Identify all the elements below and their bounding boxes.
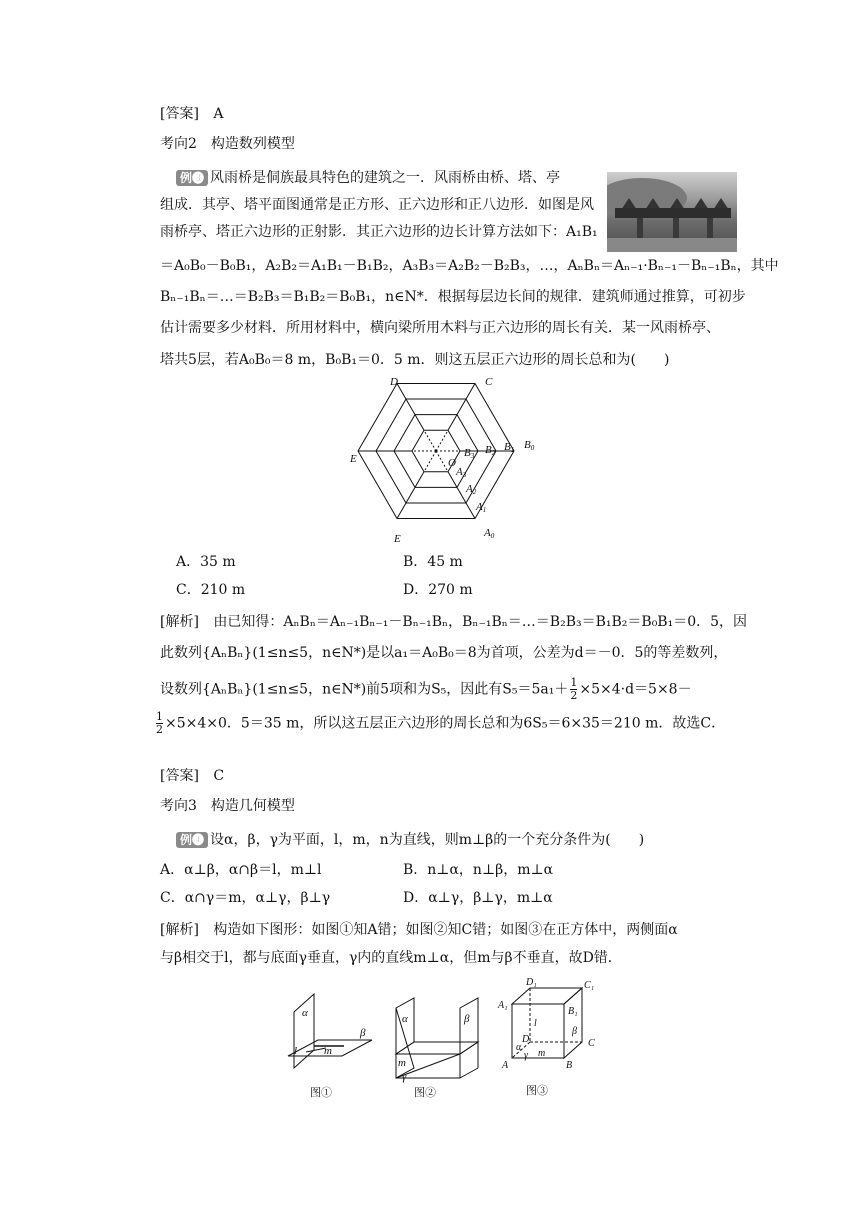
analysis2-line-2: 与β相交于l，都与底面γ垂直，γ内的直线m⊥α，但m与β不垂直，故D错． bbox=[160, 950, 622, 966]
label-A2: A2 bbox=[466, 483, 477, 496]
analysis1-line-1 bbox=[160, 612, 747, 632]
fraction-half-1: $\frac{1}{2}$ bbox=[570, 676, 578, 702]
analysis1-line-2: 此数列{AₙBₙ}(1≤n≤5，n∈N*)是以a₁＝A₀B₀＝8为首项，公差为d＝－0．5的等差数列， bbox=[160, 645, 728, 661]
analysis-label: [解析] bbox=[160, 614, 199, 630]
answer-value: A bbox=[213, 106, 224, 122]
analysis1-line-4: $\frac{1}{2}$ ×5×4×0．5＝35 m，所以这五层正六边形的周长总和为6S₅＝6×35＝210 m．故选C． bbox=[156, 710, 726, 736]
answer-label: [答案] bbox=[160, 106, 199, 122]
label-E-bottom: E bbox=[394, 533, 401, 545]
f3-l: l bbox=[534, 1018, 537, 1029]
f1-caption: 图① bbox=[310, 1087, 332, 1099]
label-B0: B0 bbox=[524, 439, 535, 452]
answer-value-2: C bbox=[213, 768, 225, 784]
hexagon-figure bbox=[340, 370, 550, 545]
ex3-option-a[interactable]: A．35 m bbox=[176, 554, 236, 570]
f2-m: m bbox=[398, 1057, 406, 1069]
f2-gamma: γ bbox=[402, 1071, 407, 1083]
f2-alpha: α bbox=[402, 1013, 408, 1025]
ex4-option-d[interactable]: D．α⊥γ，β⊥γ，m⊥α bbox=[403, 890, 553, 906]
f3-C: C bbox=[588, 1038, 595, 1049]
f3-alpha: α bbox=[516, 1042, 522, 1053]
example3-line-7: 塔共5层，若A₀B₀＝8 m，B₀B₁＝0．5 m．则这五层正六边形的周长总和为( ) bbox=[160, 352, 670, 368]
analysis2-text-1: 构造如下图形：如图①知A错；如图②知C错；如图③在正方体中，两侧面α bbox=[213, 922, 678, 938]
label-B3: B3 bbox=[464, 447, 475, 460]
f3-B: B bbox=[566, 1060, 573, 1071]
answer-line-2 bbox=[160, 766, 224, 786]
hexagon-inner-dash-4 bbox=[424, 430, 436, 451]
f3-D1: D₁ bbox=[526, 977, 537, 988]
ex4-option-c[interactable]: C．α∩γ＝m，α⊥γ，β⊥γ bbox=[160, 890, 331, 906]
figure-2 bbox=[392, 994, 488, 1100]
f3-caption: 图③ bbox=[526, 1085, 548, 1097]
f3-B1: B₁ bbox=[568, 1006, 578, 1017]
answer-line-1 bbox=[160, 104, 224, 124]
label-A0: A0 bbox=[484, 527, 495, 540]
f1-beta: β bbox=[360, 1027, 366, 1039]
example4-stem: 设α，β，γ为平面，l，m，n为直线，则m⊥β的一个充分条件为( ) bbox=[210, 832, 645, 848]
answer-label-2: [答案] bbox=[160, 768, 199, 784]
label-B2: B2 bbox=[485, 444, 496, 457]
example3-line-6: 估计需要多少材料．所用材料中，横向梁所用木料与正六边形的周长有关．某一风雨桥亭、 bbox=[160, 320, 720, 336]
label-B1: B1 bbox=[504, 441, 515, 454]
label-D: D bbox=[390, 376, 398, 388]
ex4-option-b[interactable]: B．n⊥α，n⊥β，m⊥α bbox=[403, 862, 554, 878]
figure-3 bbox=[496, 976, 608, 1100]
analysis-label-2: [解析] bbox=[160, 922, 199, 938]
example4-tag: 例❹ bbox=[176, 832, 208, 848]
f3-A: A bbox=[502, 1060, 509, 1071]
example3-line-1 bbox=[176, 168, 560, 188]
section-title-3: 考向3 构造几何模型 bbox=[160, 798, 295, 814]
ex4-option-a[interactable]: A．α⊥β，α∩β＝l，m⊥l bbox=[160, 862, 322, 878]
hexagon-inner-dash-1 bbox=[436, 451, 448, 472]
f2-caption: 图② bbox=[414, 1087, 436, 1099]
example3-tag: 例❸ bbox=[176, 170, 208, 186]
f2-beta: β bbox=[464, 1013, 470, 1025]
hexagon-inner-dash-5 bbox=[436, 430, 448, 451]
ex3-option-d[interactable]: D．270 m bbox=[403, 582, 473, 598]
example3-line-2: 组成．其亭、塔平面图通常是正方形、正六边形和正八边形．如图是风 bbox=[160, 197, 594, 213]
section-title-2: 考向2 构造数列模型 bbox=[160, 136, 295, 152]
analysis1-text-1: 由已知得：AₙBₙ＝Aₙ₋₁Bₙ₋₁－Bₙ₋₁Bₙ，Bₙ₋₁Bₙ＝…＝B₂B₃＝B₁B₂＝B₀B₁＝0．5，因 bbox=[213, 614, 748, 630]
f1-l: l bbox=[294, 1045, 298, 1057]
analysis2-line-1 bbox=[160, 920, 678, 940]
hexagon-inner-dash-2 bbox=[424, 451, 436, 472]
label-O: O bbox=[448, 457, 456, 469]
f3-D: D bbox=[522, 1034, 530, 1045]
example3-text-1: 风雨桥是侗族最具特色的建筑之一．风雨桥由桥、塔、亭 bbox=[210, 170, 561, 186]
label-C: C bbox=[485, 376, 493, 388]
f1-alpha: α bbox=[302, 1007, 308, 1019]
label-E-left: E bbox=[350, 453, 357, 465]
label-A3: A3 bbox=[456, 466, 467, 479]
example3-line-5: Bₙ₋₁Bₙ＝…＝B₂B₃＝B₁B₂＝B₀B₁，n∈N*．根据每层边长间的规律．建筑师通过推算，可初步 bbox=[160, 289, 746, 305]
figure-1 bbox=[284, 990, 380, 1100]
fraction-half-2: $\frac{1}{2}$ bbox=[156, 710, 163, 736]
f3-A1: A₁ bbox=[498, 1000, 508, 1011]
f3-beta: β bbox=[572, 1026, 577, 1037]
example3-line-3: 雨桥亭、塔正六边形的正射影．其正六边形的边长计算方法如下：A₁B₁ bbox=[160, 224, 598, 240]
analysis1-line-3: 设数列{AₙBₙ}(1≤n≤5，n∈N*)前5项和为S₅，因此有S₅＝5a₁＋ $\frac{1}{2}$ ×5×4·d＝5×8－ bbox=[160, 676, 692, 702]
f1-m: m bbox=[324, 1045, 332, 1057]
example3-line-4: ＝A₀B₀－B₀B₁，A₂B₂＝A₁B₁－B₁B₂，A₃B₃＝A₂B₂－B₂B₃，…，AₙBₙ＝Aₙ₋₁·Bₙ₋₁－Bₙ₋₁Bₙ，其中 bbox=[160, 258, 779, 274]
f3-gamma: γ bbox=[524, 1050, 528, 1061]
wind-rain-bridge-photo bbox=[607, 172, 737, 252]
label-A1: A1 bbox=[476, 501, 487, 514]
f3-m: m bbox=[538, 1048, 546, 1059]
example4-line-1 bbox=[176, 830, 644, 850]
ex3-option-c[interactable]: C．210 m bbox=[176, 582, 246, 598]
f3-C1: C₁ bbox=[584, 980, 595, 991]
ex3-option-b[interactable]: B．45 m bbox=[403, 554, 463, 570]
